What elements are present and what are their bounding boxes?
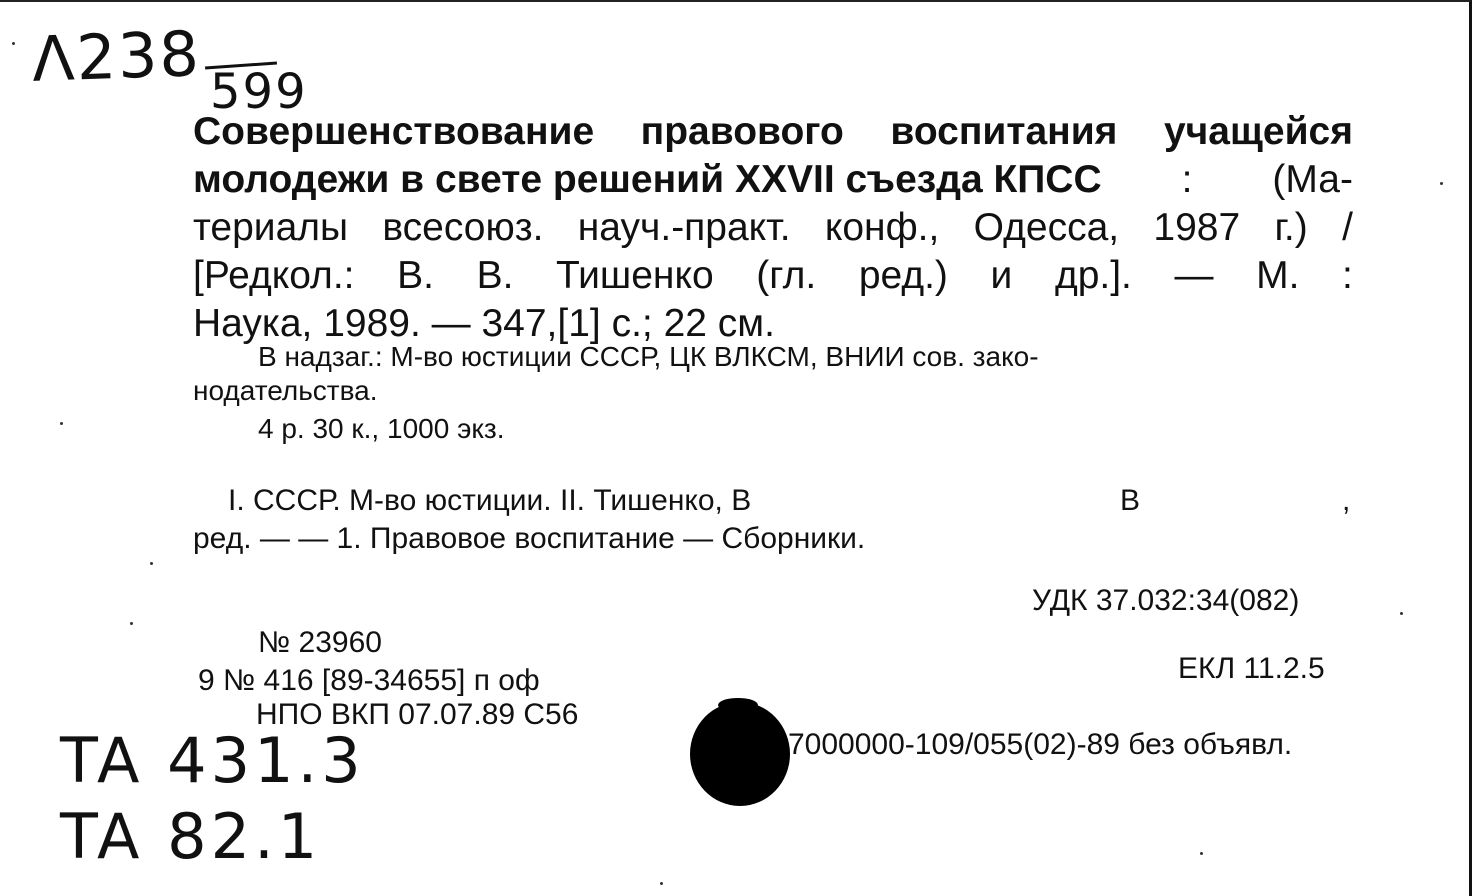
- tracings-line-1-mid: В: [1120, 484, 1141, 517]
- title-line-2: [193, 156, 1353, 204]
- bibliographic-description: [193, 108, 1353, 348]
- desc-word: др.].: [1054, 254, 1132, 297]
- desc-word: и: [990, 254, 1013, 297]
- speck: [660, 882, 663, 885]
- desc-word: В.: [397, 254, 434, 297]
- speck: [1440, 182, 1443, 185]
- index-code: 7000000-109/055(02)-89 без объявл.: [788, 728, 1293, 761]
- desc-word: :: [1342, 254, 1353, 297]
- title-line-4: [193, 252, 1353, 300]
- title-word: Совершенствование: [193, 110, 595, 153]
- desc-word: [Редкол.:: [193, 254, 355, 297]
- title-word: правового: [640, 110, 844, 153]
- title-line-3: [193, 204, 1353, 252]
- desc-word: ред.): [858, 254, 948, 297]
- speck: [60, 422, 63, 425]
- speck: [12, 42, 15, 45]
- speck: [1400, 612, 1403, 615]
- imprint-line: Наука, 1989. — 347,[1] с.; 22 см.: [193, 302, 775, 345]
- npo-info: НПО ВКП 07.07.89 С56: [256, 698, 579, 731]
- notes-block: [193, 340, 1353, 446]
- desc-word: науч.-практ.: [577, 206, 791, 249]
- handwritten-call-number-sub: 599: [210, 64, 308, 120]
- title-word: учащейся: [1163, 110, 1353, 153]
- handwritten-call-number: Λ238: [30, 17, 202, 96]
- handwritten-class-1: TA 431.3: [60, 724, 365, 797]
- desc-word: —: [1174, 254, 1214, 297]
- desc-word: конф.,: [824, 206, 940, 249]
- desc-word: всесоюз.: [382, 206, 544, 249]
- desc-word: М.: [1256, 254, 1300, 297]
- tracings-line-1-end: ,: [1342, 484, 1351, 517]
- speck: [150, 562, 153, 565]
- note-line-2: нодательства.: [193, 375, 378, 406]
- desc-word: 1987: [1153, 206, 1241, 249]
- handwritten-class-2: TA 82.1: [60, 800, 322, 873]
- print-info: 9 № 416 [89-34655] п оф: [198, 664, 540, 697]
- desc-word: В.: [476, 254, 514, 297]
- desc-word: (гл.: [756, 254, 817, 297]
- ink-blot: [690, 702, 790, 806]
- desc-word: /: [1342, 206, 1353, 249]
- desc-word: териалы: [193, 206, 349, 249]
- tracings-line-2: ред. — — 1. Правовое воспитание — Сборники.: [193, 522, 866, 555]
- speck: [130, 622, 133, 625]
- note-line-1: В надзаг.: М-во юстиции СССР, ЦК ВЛКСМ, ВНИИ сов. зако-: [258, 341, 1039, 372]
- udc-code: УДК 37.032:34(082): [1032, 584, 1300, 617]
- card-number: № 23960: [258, 626, 382, 659]
- title-colon: :: [1181, 158, 1193, 201]
- title-word: воспитания: [890, 110, 1118, 153]
- title-phrase: молодежи в свете решений XXVII съезда КПСС: [193, 158, 1102, 201]
- ekl-code: ЕКЛ 11.2.5: [1178, 652, 1325, 685]
- desc-word: Одесса,: [973, 206, 1120, 249]
- ink-blot-edge: [718, 698, 758, 712]
- title-line-1: [193, 108, 1353, 156]
- price-line: 4 р. 30 к., 1000 экз.: [258, 413, 505, 444]
- desc-word: г.): [1274, 206, 1308, 249]
- title-word: (Ма-: [1272, 158, 1353, 201]
- tracings-line-1: I. СССР. М-во юстиции. II. Тишенко, В: [228, 484, 752, 517]
- desc-word: Тишенко: [556, 254, 714, 297]
- speck: [1200, 852, 1203, 855]
